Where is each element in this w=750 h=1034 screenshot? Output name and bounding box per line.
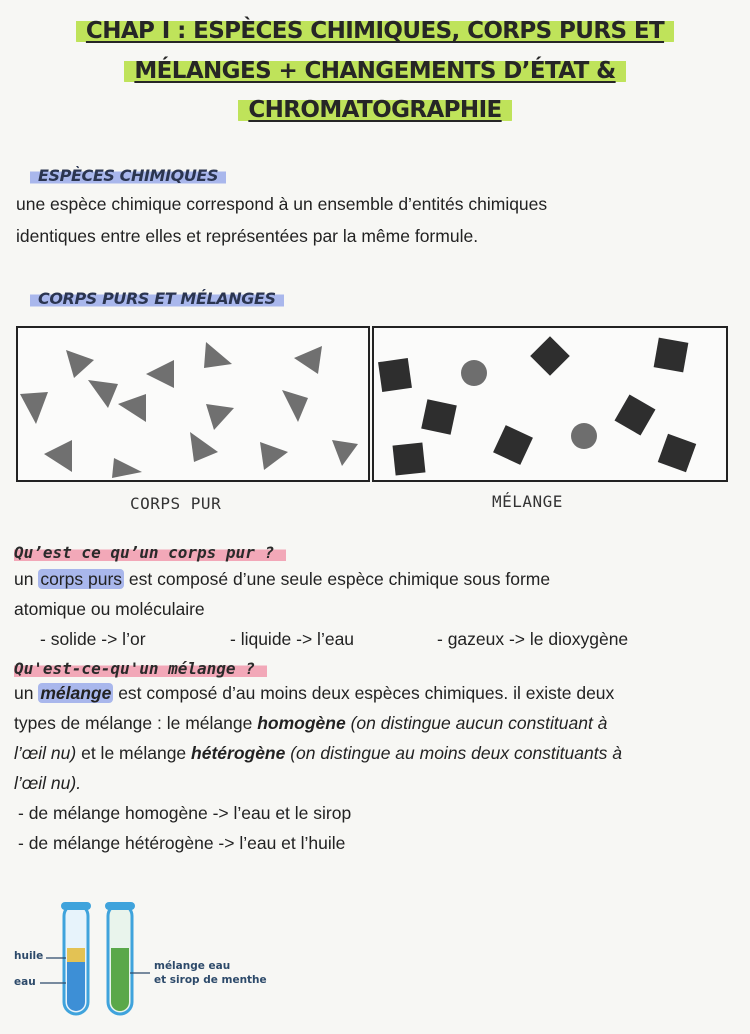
triangle-5 bbox=[88, 380, 118, 408]
triangle-7 bbox=[118, 394, 146, 422]
term-corps-purs: corps purs bbox=[40, 569, 123, 589]
corps-pur-diagram bbox=[16, 326, 370, 482]
triangle-6 bbox=[20, 392, 48, 424]
triangle-2 bbox=[204, 342, 232, 368]
triangle-13 bbox=[260, 442, 288, 470]
label-huile: huile bbox=[14, 950, 44, 962]
oil-layer bbox=[67, 948, 85, 962]
question-corps-pur: Qu’est ce qu’un corps pur ? bbox=[14, 543, 286, 562]
water-layer bbox=[67, 962, 85, 1011]
page-title-line-3: CHROMATOGRAPHIE bbox=[0, 97, 750, 123]
example-heterogene: - de mélange hétérogène -> l’eau et l’huile bbox=[18, 833, 346, 853]
example-liquide: - liquide -> l’eau bbox=[230, 629, 355, 649]
square-3 bbox=[654, 338, 689, 373]
square-4 bbox=[421, 399, 457, 435]
triangle-14 bbox=[332, 440, 358, 466]
answer-corps-pur-line-1: un corps purs est composé d’une seule espèce chimique sous forme bbox=[14, 569, 551, 589]
page-title-line-1: CHAP I : ESPÈCES CHIMIQUES, CORPS PURS ET bbox=[0, 18, 750, 44]
square-5 bbox=[615, 395, 656, 436]
answer-melange-line-4: l’œil nu). bbox=[14, 773, 82, 793]
triangle-4 bbox=[146, 360, 174, 388]
term-homogene: homogène bbox=[257, 713, 346, 733]
triangle-3 bbox=[294, 346, 322, 374]
caption-melange: MÉLANGE bbox=[492, 492, 563, 511]
label-melange-2: et sirop de menthe bbox=[154, 974, 267, 986]
label-melange-1: mélange eau bbox=[154, 960, 231, 972]
melange-diagram bbox=[372, 326, 728, 482]
circle-1 bbox=[461, 360, 487, 386]
answer-corps-pur-line-2: atomique ou moléculaire bbox=[14, 599, 205, 619]
answer-melange bbox=[14, 678, 622, 858]
label-eau: eau bbox=[14, 976, 36, 988]
triangle-10 bbox=[44, 440, 72, 472]
example-gazeux: - gazeux -> le dioxygène bbox=[437, 629, 629, 649]
circle-2 bbox=[571, 423, 597, 449]
square-1 bbox=[378, 358, 412, 392]
mint-liquid bbox=[111, 948, 129, 1011]
term-heterogene: hétérogène bbox=[191, 743, 286, 763]
heading-especes-chimiques: ESPÈCES CHIMIQUES bbox=[30, 166, 226, 185]
triangle-11 bbox=[112, 458, 142, 478]
triangle-12 bbox=[190, 432, 218, 462]
example-solide: - solide -> l’or bbox=[40, 629, 146, 649]
square-8 bbox=[658, 434, 696, 472]
square-7 bbox=[493, 425, 533, 465]
answer-corps-pur bbox=[14, 564, 550, 624]
answer-melange-line-1: un mélange est composé d’au moins deux espèces chimiques. il existe deux bbox=[14, 683, 615, 703]
answer-melange-line-3: l’œil nu) et le mélange hétérogène (on distingue au moins deux constituants à bbox=[14, 743, 622, 763]
triangle-9 bbox=[282, 390, 308, 422]
square-2 bbox=[530, 336, 570, 376]
heading-corps-purs: CORPS PURS ET MÉLANGES bbox=[30, 289, 284, 308]
especes-line-2: identiques entre elles et représentées par la même formule. bbox=[16, 226, 479, 246]
example-homogene: - de mélange homogène -> l’eau et le sirop bbox=[18, 803, 352, 823]
answer-melange-line-2: types de mélange : le mélange homogène (on distingue aucun constituant à bbox=[14, 713, 608, 733]
caption-corps-pur: CORPS PUR bbox=[130, 494, 222, 513]
term-melange: mélange bbox=[40, 683, 112, 703]
triangle-8 bbox=[206, 404, 234, 430]
melange-shapes bbox=[374, 328, 726, 480]
especes-line-1: une espèce chimique correspond à un ensemble d’entités chimiques bbox=[16, 194, 548, 214]
page-title-line-2: MÉLANGES + CHANGEMENTS D’ÉTAT & bbox=[0, 58, 750, 84]
square-6 bbox=[393, 443, 426, 476]
question-melange: Qu'est-ce-qu'un mélange ? bbox=[14, 659, 267, 678]
paragraph-especes bbox=[16, 189, 547, 251]
triangle-1 bbox=[66, 350, 94, 378]
tube-menthe bbox=[105, 902, 135, 1014]
corps-pur-triangles bbox=[18, 328, 368, 480]
